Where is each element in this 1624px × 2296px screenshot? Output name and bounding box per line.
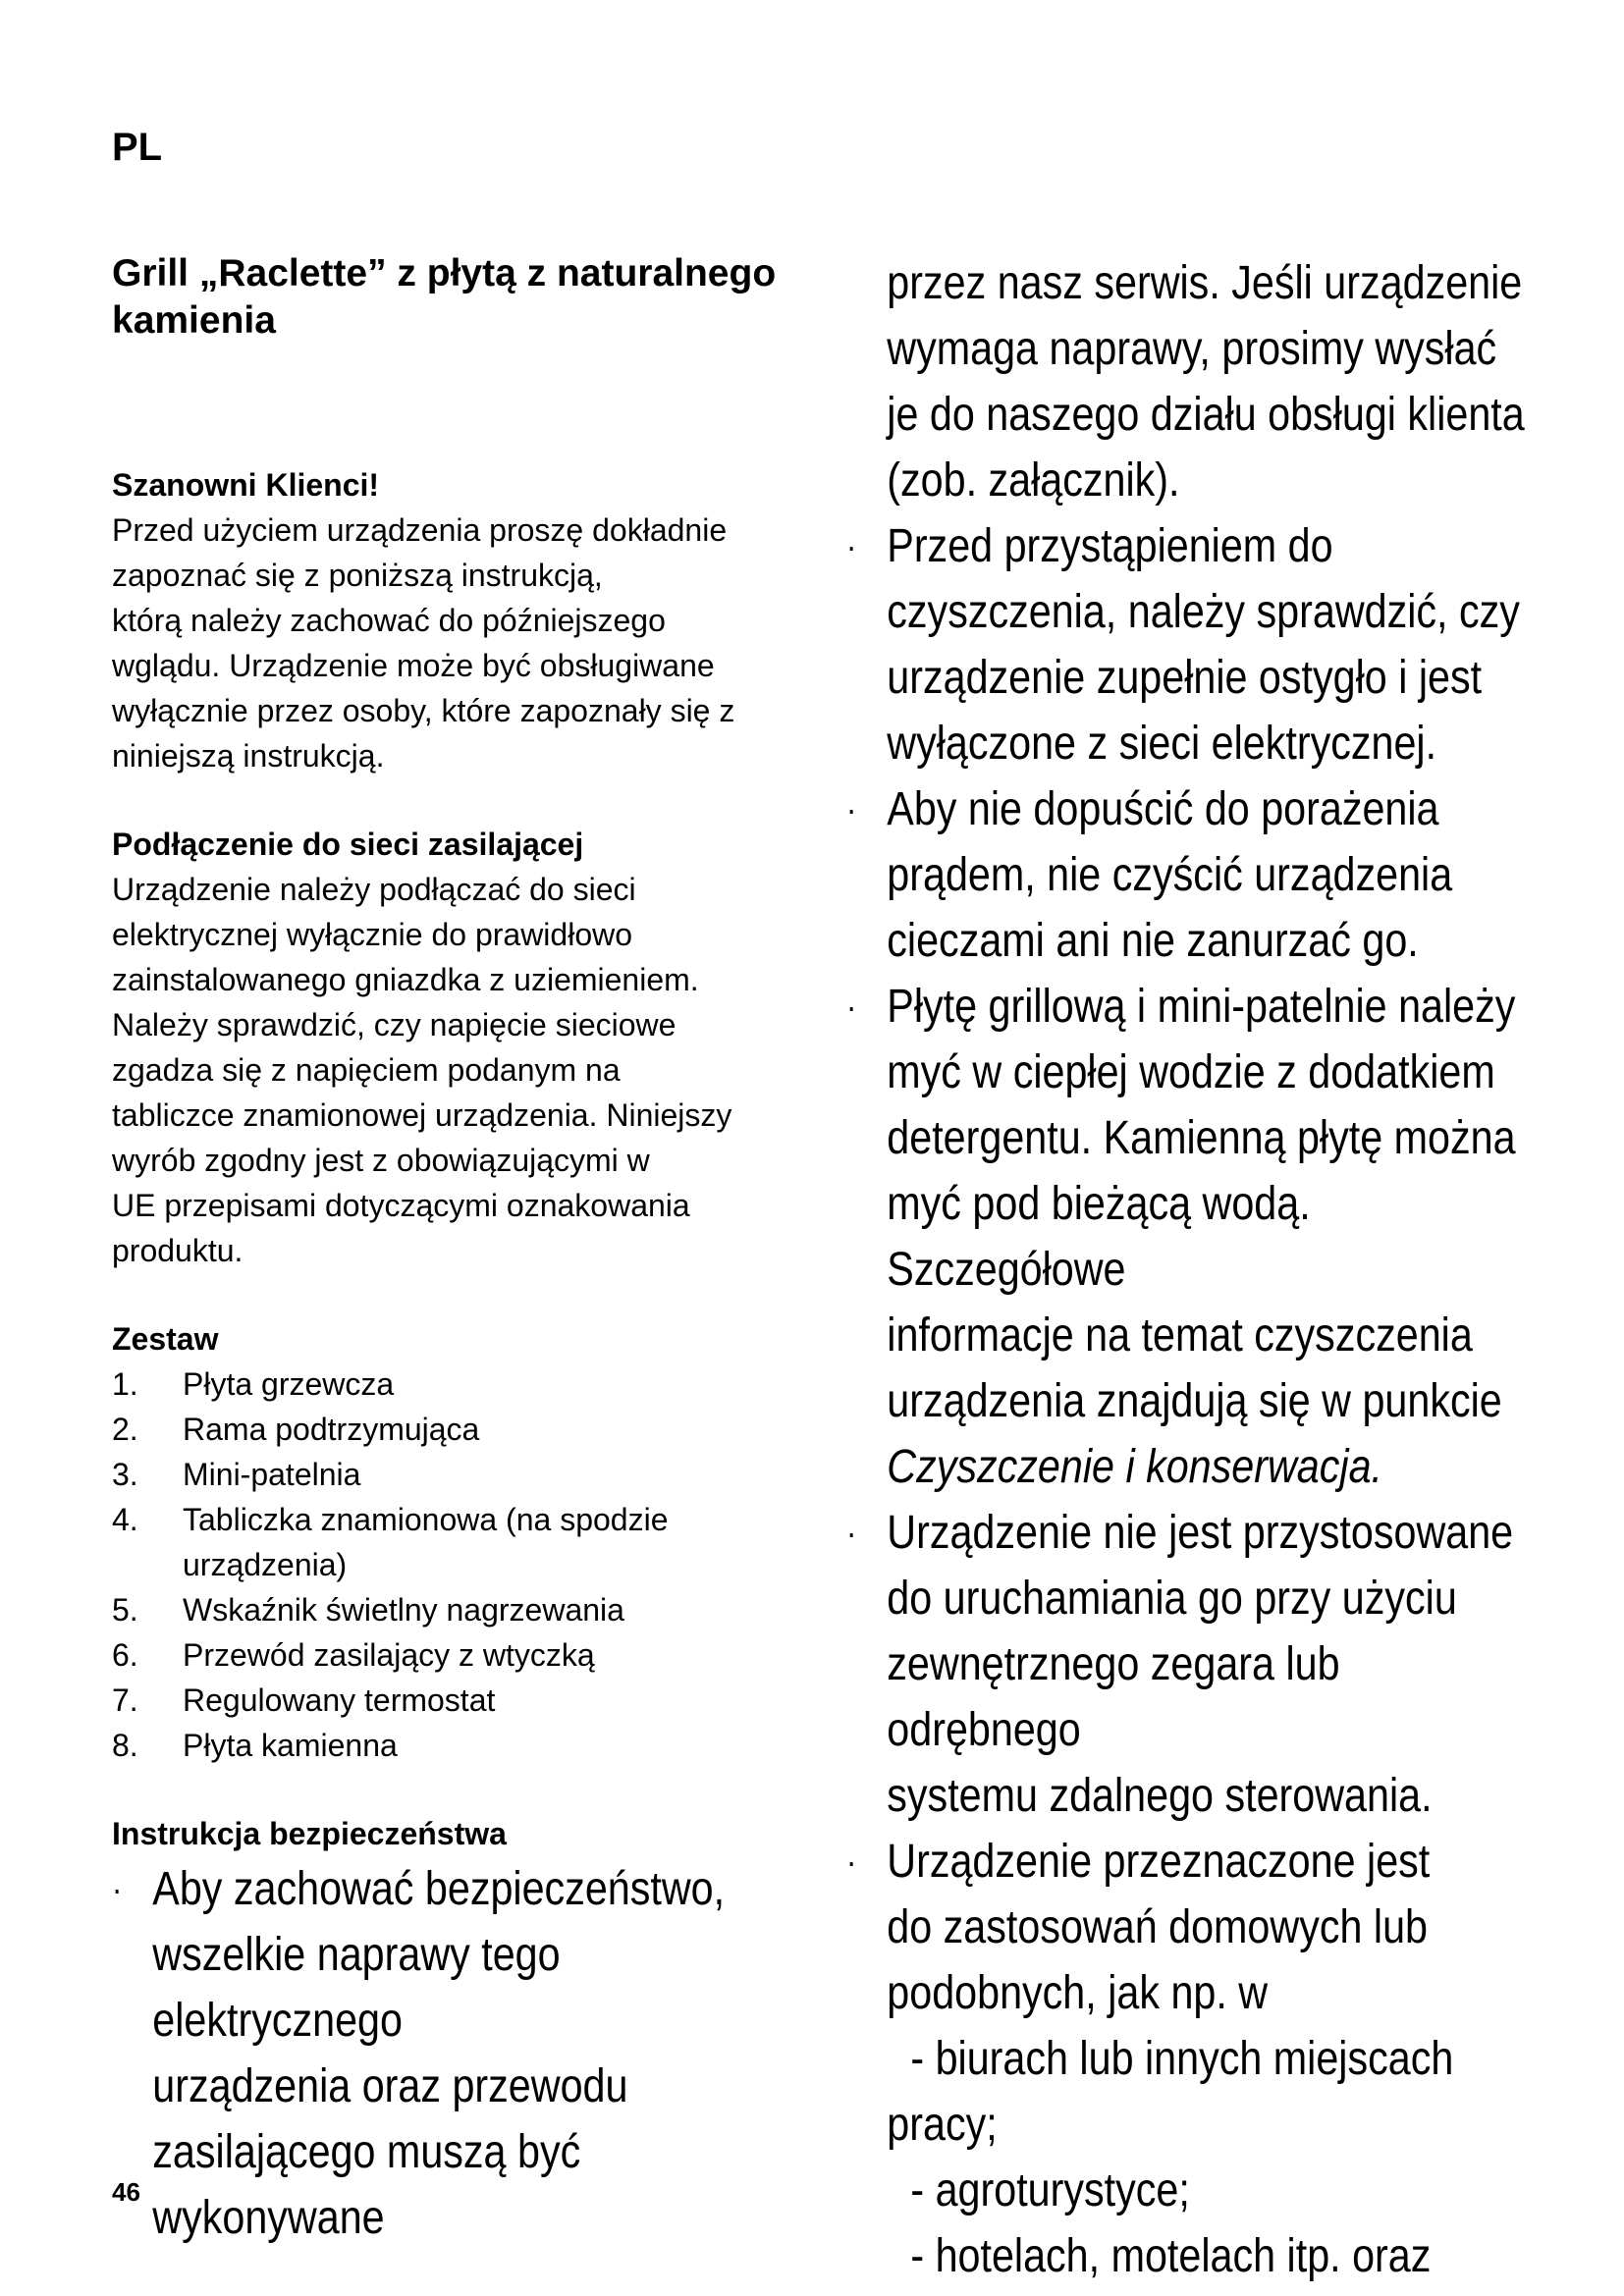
kit-item-number: 4. xyxy=(112,1502,138,1537)
kit-item xyxy=(112,1587,799,1632)
kit-item xyxy=(112,1542,799,1587)
kit-item-text: Regulowany termostat xyxy=(183,1682,496,1718)
greeting-line: Przed użyciem urządzenia proszę dokładnie xyxy=(112,512,728,548)
kit-item-number: 6. xyxy=(112,1637,138,1673)
kit-item xyxy=(112,1452,799,1497)
page-number: 46 xyxy=(112,2177,140,2207)
safety-section xyxy=(112,1811,799,2251)
safety-line: systemu zdalnego sterowania. xyxy=(887,1770,1433,1822)
safety-bullet-5 xyxy=(846,1500,1539,1829)
safety-bullet-6 xyxy=(846,1829,1539,2289)
kit-item xyxy=(112,1632,799,1678)
kit-item-number: 3. xyxy=(112,1457,138,1492)
kit-item xyxy=(112,1407,799,1452)
kit-item-text: Przewód zasilający z wtyczką xyxy=(183,1637,595,1673)
greeting-text xyxy=(112,507,799,778)
safety-line: detergentu. Kamienną płytę można xyxy=(887,1112,1516,1164)
safety-bullet-2 xyxy=(846,513,1539,776)
safety-line: Aby nie dopuścić do porażenia xyxy=(887,783,1439,835)
safety-line: myć w ciepłej wodzie z dodatkiem xyxy=(887,1046,1495,1098)
safety-bullet-4 xyxy=(846,974,1539,1500)
title-line-2: kamienia xyxy=(112,299,276,342)
safety-line: Urządzenie nie jest przystosowane xyxy=(887,1507,1514,1559)
safety-line: wymaga naprawy, prosimy wysłać xyxy=(887,323,1497,375)
safety-line: zasilającego muszą być wykonywane xyxy=(152,2126,581,2244)
greeting-line: wyłącznie przez osoby, które zapoznały się z xyxy=(112,693,735,728)
safety-line: wyłączone z sieci elektrycznej. xyxy=(887,718,1437,770)
kit-item-text: Mini-patelnia xyxy=(183,1457,361,1492)
power-line: elektrycznej wyłącznie do prawidłowo xyxy=(112,917,633,952)
safety-line: urządzenie zupełnie ostygło i jest xyxy=(887,652,1483,704)
greeting-heading: Szanowni Klienci! xyxy=(112,467,380,503)
power-line: wyrób zgodny jest z obowiązującymi w xyxy=(112,1143,650,1178)
kit-item xyxy=(112,1362,799,1407)
safety-line: urządzenia oraz przewodu xyxy=(152,2060,628,2112)
kit-item-number: 5. xyxy=(112,1592,138,1628)
safety-line: wszelkie naprawy tego elektrycznego xyxy=(152,1929,561,2047)
power-line: UE przepisami dotyczącymi oznakowania xyxy=(112,1188,690,1223)
right-column xyxy=(846,250,1573,2289)
safety-line: zewnętrznego zegara lub odrębnego xyxy=(887,1638,1340,1756)
kit-item-text: Płyta grzewcza xyxy=(183,1366,395,1402)
left-column xyxy=(112,250,799,2251)
kit-item-number: 2. xyxy=(112,1412,138,1447)
power-line: produktu. xyxy=(112,1233,244,1268)
title-line-1: Grill „Raclette” z płytą z naturalnego xyxy=(112,252,777,294)
greeting-line: zapoznać się z poniższą instrukcją, xyxy=(112,558,603,593)
greeting-line: wglądu. Urządzenie może być obsługiwane xyxy=(112,648,715,683)
safety-line: do zastosowań domowych lub xyxy=(887,1901,1428,1953)
safety-sub-item: - agroturystyce; xyxy=(910,2164,1190,2216)
kit-item xyxy=(112,1723,799,1768)
kit-item xyxy=(112,1497,799,1542)
section-reference: Czyszczenie i konserwacja. xyxy=(887,1441,1382,1493)
bullet-marker: · xyxy=(846,1842,857,1882)
kit-heading: Zestaw xyxy=(112,1321,219,1357)
power-line: Urządzenie należy podłączać do sieci xyxy=(112,872,636,907)
safety-bullet-1 xyxy=(112,1856,754,2251)
safety-line: podobnych, jak np. w xyxy=(887,1967,1269,2019)
kit-item-text: Płyta kamienna xyxy=(183,1728,398,1763)
kit-item-number xyxy=(112,1542,183,1587)
kit-item-number: 7. xyxy=(112,1682,138,1718)
safety-bullet-list xyxy=(112,1856,858,2251)
power-text xyxy=(112,867,799,1273)
bullet-marker: · xyxy=(846,789,857,829)
safety-line: Płytę grillową i mini-patelnie należy xyxy=(887,981,1516,1033)
safety-line: Przed przystąpieniem do xyxy=(887,520,1333,572)
greeting-line: niniejszą instrukcją. xyxy=(112,738,385,774)
bullet-marker: · xyxy=(846,526,857,566)
kit-item-text: urządzenia) xyxy=(183,1547,348,1582)
bullet-marker: · xyxy=(846,987,857,1027)
safety-line: przez nasz serwis. Jeśli urządzenie xyxy=(887,257,1523,309)
safety-line: Aby zachować bezpieczeństwo, xyxy=(152,1863,726,1915)
safety-line: myć pod bieżącą wodą. Szczegółowe xyxy=(887,1178,1311,1296)
kit-item-text: Rama podtrzymująca xyxy=(183,1412,480,1447)
greeting-line: którą należy zachować do późniejszego xyxy=(112,603,666,638)
document-title xyxy=(112,250,799,345)
power-line: zgadza się z napięciem podanym na xyxy=(112,1052,621,1088)
power-line: tabliczce znamionowej urządzenia. Niniejszy xyxy=(112,1097,732,1133)
safety-bullet-3 xyxy=(846,776,1539,974)
safety-sub-item: - hotelach, motelach itp. oraz xyxy=(910,2230,1432,2282)
greeting-section xyxy=(112,462,799,778)
safety-line: cieczami ani nie zanurzać go. xyxy=(887,915,1419,967)
kit-list xyxy=(112,1362,799,1768)
safety-line: urządzenia znajdują się w punkcie xyxy=(887,1375,1502,1427)
safety-line: czyszczenia, należy sprawdzić, czy xyxy=(887,586,1520,638)
safety-line: (zob. załącznik). xyxy=(887,454,1180,507)
safety-line: informacje na temat czyszczenia xyxy=(887,1309,1473,1362)
language-code: PL xyxy=(112,126,163,169)
power-line: zainstalowanego gniazdka z uziemieniem. xyxy=(112,962,699,997)
power-line: Należy sprawdzić, czy napięcie sieciowe xyxy=(112,1007,677,1042)
power-heading: Podłączenie do sieci zasilającej xyxy=(112,827,584,862)
safety-line: Urządzenie przeznaczone jest xyxy=(887,1836,1431,1888)
kit-item-number: 1. xyxy=(112,1366,138,1402)
safety-sub-item: - biurach lub innych miejscach pracy; xyxy=(887,2033,1454,2151)
safety-line: je do naszego działu obsługi klienta xyxy=(887,389,1525,441)
bullet-marker: · xyxy=(112,1869,123,1909)
power-section xyxy=(112,822,799,1273)
safety-line: do uruchamiania go przy użyciu xyxy=(887,1573,1457,1625)
bullet-marker: · xyxy=(846,1513,857,1553)
kit-section xyxy=(112,1316,799,1768)
safety-line: prądem, nie czyścić urządzenia xyxy=(887,849,1453,901)
safety-bullet-list-continued xyxy=(846,250,1624,2289)
kit-item-number: 8. xyxy=(112,1728,138,1763)
kit-item xyxy=(112,1678,799,1723)
safety-heading: Instrukcja bezpieczeństwa xyxy=(112,1816,507,1851)
safety-bullet-1-continued xyxy=(846,250,1539,513)
kit-item-text: Wskaźnik świetlny nagrzewania xyxy=(183,1592,624,1628)
kit-item-text: Tabliczka znamionowa (na spodzie xyxy=(183,1502,669,1537)
